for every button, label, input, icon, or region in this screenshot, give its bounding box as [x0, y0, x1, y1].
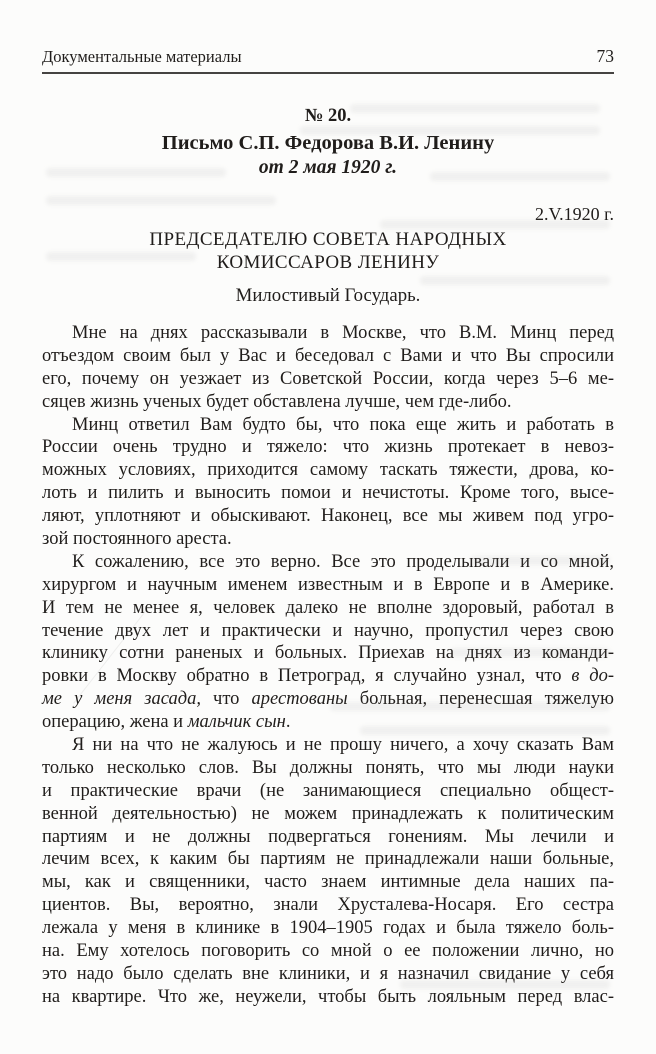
letter-text-segment: арестованы — [251, 689, 348, 710]
letter-body — [42, 322, 614, 1009]
letter-text-segment: зой постоянного ареста. — [42, 529, 232, 550]
addressee-line: КОМИССАРОВ ЛЕНИНУ — [216, 251, 440, 273]
letter-text-segment: К сожалению, все это верно. Все это проделывали и со мной, — [72, 551, 614, 572]
letter-line — [42, 940, 614, 963]
letter-text-segment: лоть и пилить и выносить помои и нечистоты. Кроме того, высе- — [42, 483, 614, 504]
document-subtitle: от 2 мая 1920 г. — [258, 157, 398, 178]
letter-text-segment: течение двух лет и практически и научно, пропустил через свою — [42, 620, 614, 641]
letter-line — [42, 322, 614, 345]
letter-text-segment: мальчик сын — [187, 712, 286, 733]
letter-text-segment: И тем не менее я, человек далеко не вполне здоровый, работал в — [42, 597, 614, 618]
letter-line — [42, 963, 614, 986]
letter-text-segment: на квартире. Что же, неужели, чтобы быть лояльным перед влас- — [42, 986, 614, 1007]
salutation: Милостивый Государь. — [235, 285, 421, 306]
letter-line — [42, 986, 614, 1009]
page-bleed-artifact — [46, 196, 276, 205]
letter-line — [42, 574, 614, 597]
letter-line — [42, 551, 614, 574]
letter-text-segment: ровки в Москву обратно в Петроград, я случайно узнал, что — [42, 666, 572, 687]
letter-line — [42, 826, 614, 849]
letter-text-segment: клинику сотни раненых и больных. Приехав на днях из команди- — [42, 643, 614, 664]
letter-text-segment: венной деятельностью) не можем принадлежать к политическим — [42, 803, 614, 824]
letter-line — [42, 734, 614, 757]
letter-line — [42, 642, 614, 665]
letter-text-segment: в до- — [571, 666, 614, 687]
letter-line — [42, 391, 614, 414]
letter-line — [42, 505, 614, 528]
letter-text-segment: циентов. Вы, вероятно, знали Хрусталева-Носаря. Его сестра — [42, 895, 614, 916]
letter-text-segment: и практические врачи (не занимающиеся специально общест- — [42, 780, 614, 801]
letter-line — [42, 803, 614, 826]
letter-text-segment: мы, как и священники, часто знаем интимные дела наших па- — [42, 872, 614, 893]
letter-text-segment: хирургом и научным именем известным и в Европе и в Америке. — [42, 574, 614, 595]
letter-line — [42, 871, 614, 894]
letter-text-segment: можных условиях, приходится самому таскать тяжести, дрова, ко- — [42, 460, 614, 481]
letter-line — [42, 459, 614, 482]
page-number: 73 — [596, 46, 614, 66]
letter-text-segment: ляют, уплотняют и обыскивают. Наконец, все мы живем под угро- — [42, 506, 614, 527]
letter-line — [42, 345, 614, 368]
letter-text-segment: Мне на днях рассказывали в Москве, что В.М. Минц перед — [72, 323, 614, 343]
letter-line — [42, 414, 614, 437]
letter-text-segment: . — [285, 712, 291, 733]
letter-text-segment: Минц ответил Вам будто бы, что пока еще жить и работать в — [72, 414, 614, 435]
letter-line — [42, 482, 614, 505]
letter-text-segment: только несколько слов. Вы должны понять, что мы люди науки — [42, 757, 614, 778]
letter-line — [42, 848, 614, 871]
letter-text-segment: операцию, жена и — [42, 712, 188, 733]
running-header-title: Документальные материалы — [42, 47, 242, 66]
letter-text-segment: лежала у меня в клинике в 1904–1905 годах и была тяжело боль- — [42, 918, 614, 939]
letter-line — [42, 528, 614, 551]
letter-line — [42, 894, 614, 917]
letter-text-segment: отъездом своим был у Вас и беседовал с Вами и что Вы спросили — [42, 345, 614, 366]
document-number: № 20. — [304, 106, 352, 126]
running-header — [42, 46, 614, 67]
letter-text-segment: Я ни на что не жалуюсь и не прошу ничего, а хочу сказать Вам — [72, 735, 614, 756]
addressee-block — [42, 229, 614, 274]
letter-line — [42, 780, 614, 803]
letter-text-segment: сяцев жизнь ученых будет обставлена лучше, чем где-либо. — [42, 391, 512, 412]
letter-line — [42, 620, 614, 643]
letter-text-segment: ме у меня засада, — [42, 689, 201, 710]
letter-line — [42, 597, 614, 620]
letter-text-segment: это надо было сделать вне клиники, и я назначил свидание у себя — [42, 963, 614, 984]
letter-line — [42, 665, 614, 688]
letter-text-segment: России очень трудно и тяжело: что жизнь протекает в невоз- — [42, 437, 614, 458]
letter-line — [42, 368, 614, 391]
letter-text-segment: лечим всех, к каким бы партиям не принадлежали наши больные, — [42, 849, 614, 870]
letter-line — [42, 688, 614, 711]
page-bleed-artifact — [420, 276, 610, 285]
letter-text-segment: его, почему он уезжает из Советской России, когда через 5–6 ме- — [42, 368, 614, 389]
letter-line — [42, 436, 614, 459]
letter-text-segment: что — [200, 689, 252, 710]
header-rule — [42, 72, 614, 74]
letter-line — [42, 757, 614, 780]
document-title: Письмо С.П. Федорова В.И. Ленину — [161, 132, 495, 154]
addressee-line: ПРЕДСЕДАТЕЛЮ СОВЕТА НАРОДНЫХ — [149, 229, 507, 250]
letter-text-segment: партиям и не должны подвергаться гонениям. Мы лечили и — [42, 826, 614, 847]
document-date: 2.V.1920 г. — [534, 204, 614, 224]
letter-text-segment: больная, перенесшая тяжелую — [347, 689, 614, 710]
letter-text-segment: на. Ему хотелось поговорить со мной о ее положении лично, но — [42, 941, 614, 962]
letter-line — [42, 711, 614, 734]
letter-line — [42, 917, 614, 940]
